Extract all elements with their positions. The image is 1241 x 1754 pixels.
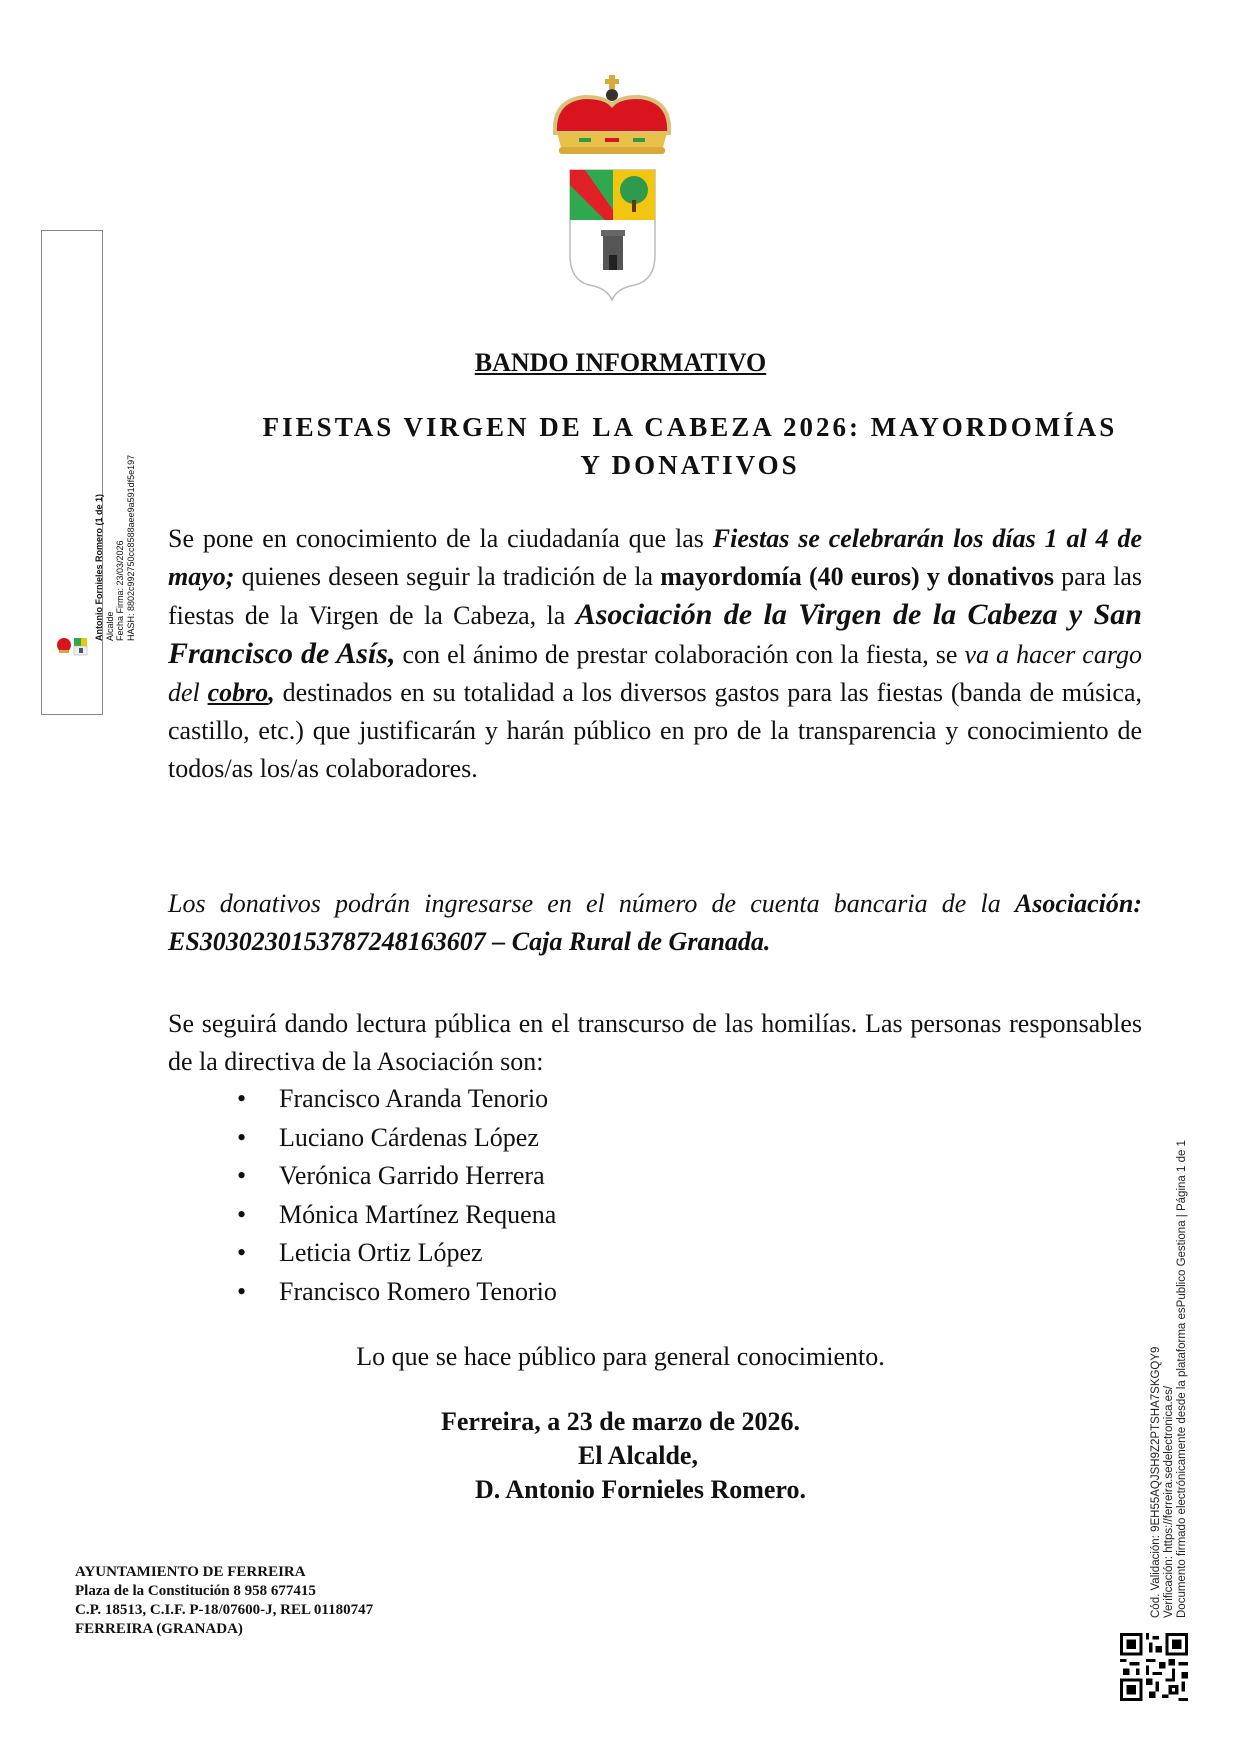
list-item bbox=[237, 1080, 557, 1119]
text-run: destinados en su totalidad a los diversos gastos para las fiestas (banda de música, castillo, etc.) que justificarán y harán público en pro de la transparencia y conocimiento de todos/as los/as colaboradores. bbox=[168, 678, 1142, 783]
paragraph-announcement bbox=[168, 520, 1142, 788]
text-run: quienes deseen seguir la tradición de la bbox=[234, 562, 661, 591]
footer-line: FERREIRA (GRANADA) bbox=[75, 1621, 243, 1637]
bullet-icon: • bbox=[237, 1238, 247, 1267]
list-item bbox=[237, 1273, 557, 1312]
member-name: Luciano Cárdenas López bbox=[279, 1122, 539, 1152]
text-run: para las fiestas de la Virgen de la Cabeza, la bbox=[168, 562, 1142, 630]
bullet-icon: • bbox=[237, 1199, 247, 1229]
text-run-italic: va a hacer cargo del bbox=[168, 640, 1143, 707]
directive-members-list bbox=[237, 1080, 557, 1311]
bank-account-number: Asociación: ES3030230153787248163607 – Caja Rural de Granada. bbox=[168, 889, 1142, 956]
footer-address bbox=[75, 1563, 373, 1639]
signature-signer: Antonio Fornieles Romero (1 de 1) bbox=[94, 493, 104, 641]
text-run-comma: , bbox=[268, 678, 275, 707]
shield-icon bbox=[570, 170, 655, 300]
footer-line: C.P. 18513, C.I.F. P-18/07600-J, REL 01180747 bbox=[75, 1602, 374, 1618]
list-item bbox=[237, 1119, 557, 1158]
signer-role: El Alcalde, bbox=[578, 1441, 698, 1470]
qr-code-icon[interactable] bbox=[1120, 1633, 1188, 1701]
signature-block bbox=[0, 1405, 1241, 1507]
small-coat-of-arms-icon bbox=[56, 633, 90, 659]
bullet-icon: • bbox=[237, 1122, 247, 1152]
mayordomia-amount: mayordomía (40 euros) y donativos bbox=[660, 562, 1054, 591]
cobro-emphasis: cobro bbox=[207, 678, 269, 707]
digital-signature-box bbox=[41, 230, 136, 715]
text-run: Se pone en conocimiento de la ciudadanía que las bbox=[168, 524, 713, 553]
closing-statement: Lo que se hace público para general conocimiento. bbox=[356, 1342, 885, 1371]
signature-date: Fecha Firma: 23/03/2026 bbox=[115, 540, 125, 641]
signature-hash: HASH: 8802c992750cc8588aee9a591df5e197 bbox=[125, 454, 136, 641]
subtitle-line-1: FIESTAS VIRGEN DE LA CABEZA 2026: MAYORDOMÍAS bbox=[262, 412, 1118, 442]
subtitle-line-2: Y DONATIVOS bbox=[580, 450, 800, 480]
signature-info bbox=[94, 455, 136, 641]
list-item bbox=[237, 1157, 557, 1196]
paragraph-bank-account bbox=[168, 885, 1142, 961]
platform-note: Documento firmado electrónicamente desde la plataforma esPublico Gestiona | Página 1 de 1 bbox=[1176, 1140, 1188, 1618]
member-name: Mónica Martínez Requena bbox=[279, 1199, 557, 1229]
member-name: Verónica Garrido Herrera bbox=[279, 1161, 545, 1190]
list-item bbox=[237, 1196, 557, 1235]
signature-role: Alcalde bbox=[104, 611, 115, 641]
bullet-icon: • bbox=[237, 1276, 247, 1306]
bullet-icon: • bbox=[237, 1161, 247, 1190]
validation-code: Cód. Validación: 9EH55AQJSH9Z2PTSHA7SKGQY9 bbox=[1150, 1346, 1162, 1618]
text-run: Los donativos podrán ingresarse en el número de cuenta bancaria de la bbox=[168, 889, 1015, 918]
crown-icon bbox=[555, 75, 669, 154]
validation-info bbox=[1150, 1140, 1189, 1618]
member-name: Francisco Romero Tenorio bbox=[279, 1276, 557, 1306]
festival-dates: Fiestas se celebrarán los días 1 al 4 de mayo; bbox=[168, 524, 1142, 591]
coat-of-arms-logo bbox=[545, 75, 680, 310]
association-name: Asociación de la Virgen de la Cabeza y San Francisco de Asís, bbox=[168, 598, 1142, 670]
place-date: Ferreira, a 23 de marzo de 2026. bbox=[440, 1407, 801, 1436]
signer-name: D. Antonio Fornieles Romero. bbox=[475, 1475, 806, 1504]
footer-line: AYUNTAMIENTO DE FERREIRA bbox=[75, 1564, 306, 1580]
list-item bbox=[237, 1234, 557, 1273]
member-name: Leticia Ortiz López bbox=[279, 1238, 483, 1267]
bullet-icon: • bbox=[237, 1084, 247, 1113]
verification-url[interactable]: Verificación: https://ferreira.sedelectronica.es/ bbox=[1163, 1385, 1175, 1618]
paragraph-directive: Se seguirá dando lectura pública en el transcurso de las homilías. Las personas responsables de la directiva de la Asociación son: bbox=[168, 1009, 1142, 1076]
text-run: con el ánimo de prestar colaboración con la fiesta, se bbox=[395, 640, 965, 669]
member-name: Francisco Aranda Tenorio bbox=[279, 1084, 549, 1113]
document-subtitle bbox=[230, 408, 1150, 484]
footer-line: Plaza de la Constitución 8 958 677415 bbox=[75, 1583, 316, 1599]
document-title: BANDO INFORMATIVO bbox=[474, 348, 767, 377]
